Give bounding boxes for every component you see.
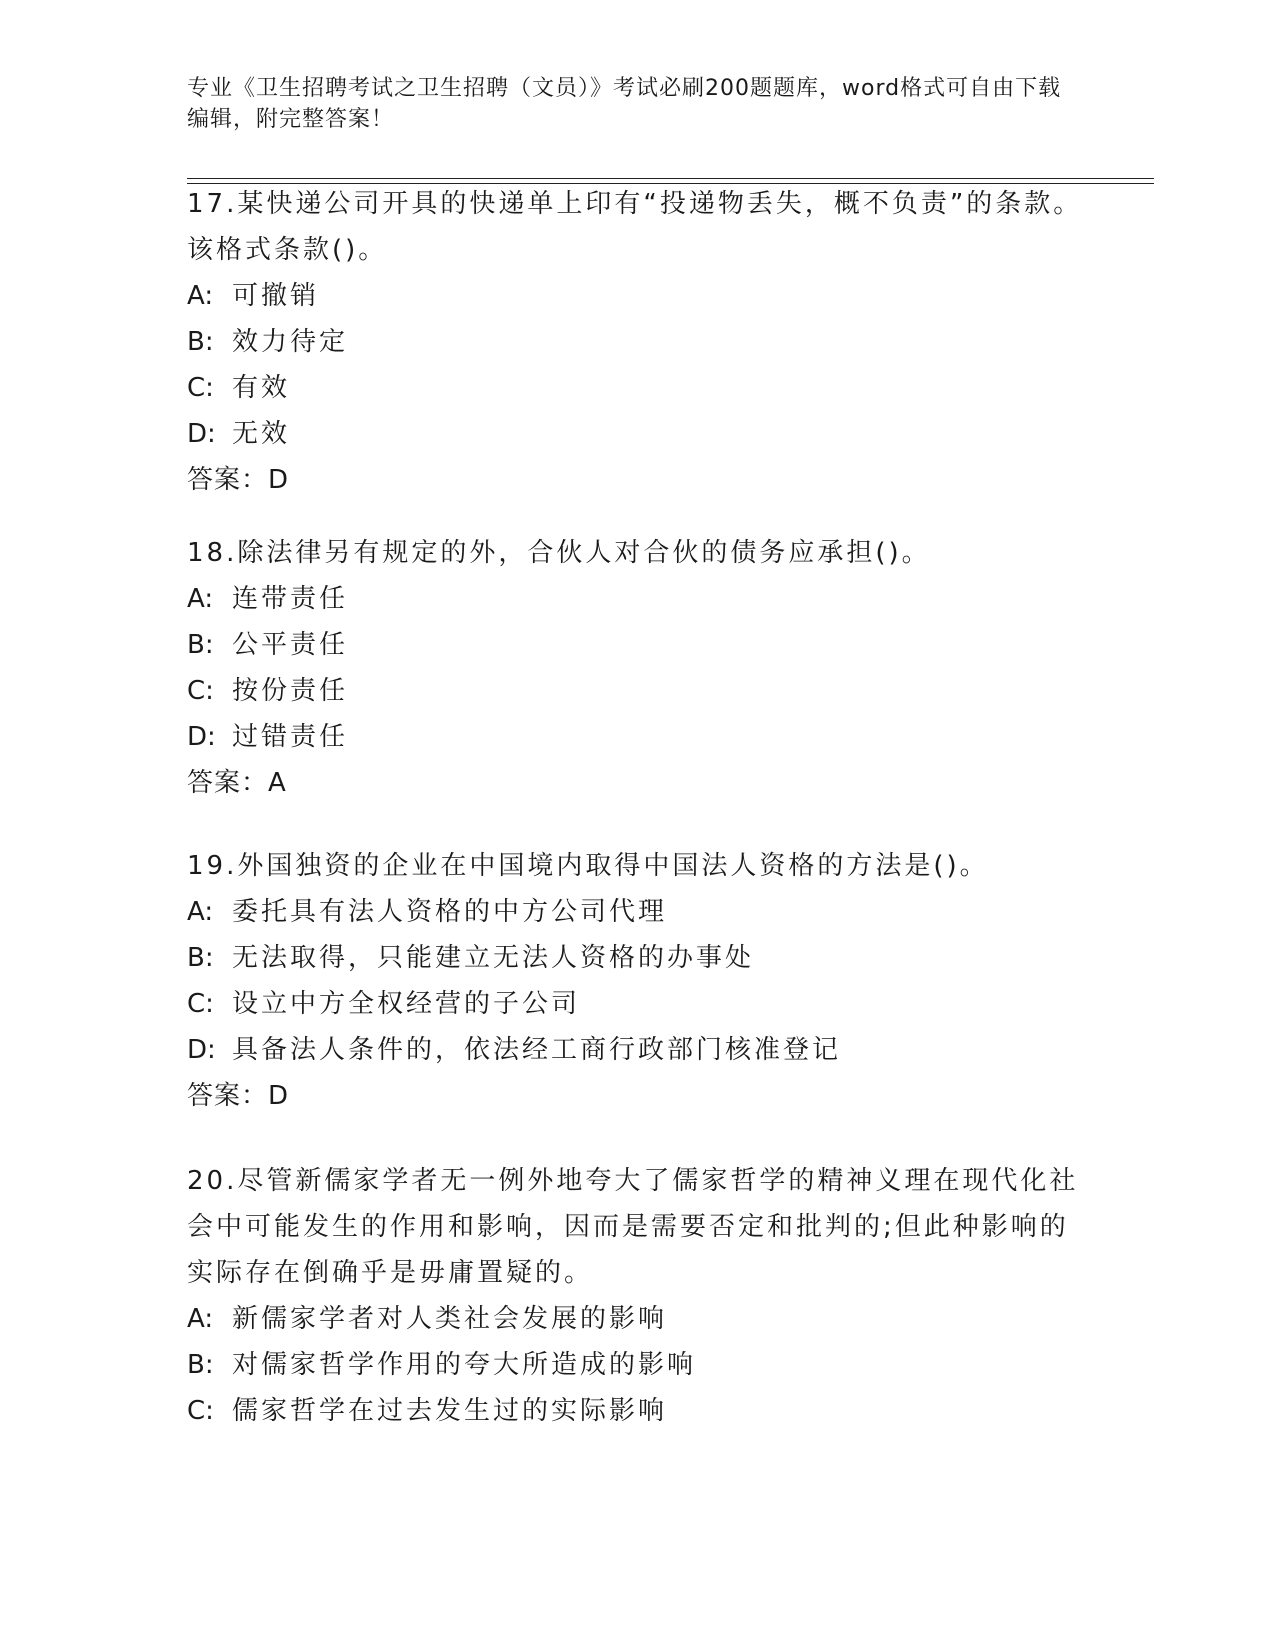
option-d xyxy=(187,1027,1087,1073)
option-letter: C: xyxy=(187,373,214,403)
option-letter: C: xyxy=(187,989,214,1019)
option-text: 有效 xyxy=(232,373,291,403)
question-17 xyxy=(187,181,1087,503)
answer-line: 答案：D xyxy=(187,465,290,495)
question-19 xyxy=(187,843,1087,1119)
option-text: 连带责任 xyxy=(232,584,349,614)
option-b xyxy=(187,319,1087,365)
option-a xyxy=(187,1296,1087,1342)
question-stem: 17.某快递公司开具的快递单上印有“投递物丢失，概不负责”的条款。该格式条款()。 xyxy=(187,189,1083,265)
option-letter: A: xyxy=(187,897,214,927)
option-text: 新儒家学者对人类社会发展的影响 xyxy=(232,1304,668,1334)
option-text: 公平责任 xyxy=(232,630,349,660)
question-stem: 18.除法律另有规定的外，合伙人对合伙的债务应承担()。 xyxy=(187,538,931,568)
option-d xyxy=(187,714,1087,760)
option-d xyxy=(187,411,1087,457)
option-letter: C: xyxy=(187,1396,214,1426)
option-a xyxy=(187,576,1087,622)
question-stem: 20.尽管新儒家学者无一例外地夸大了儒家哲学的精神义理在现代化社会中可能发生的作用和影响，因而是需要否定和批判的;但此种影响的实际存在倒确乎是毋庸置疑的。 xyxy=(187,1166,1079,1288)
option-letter: D: xyxy=(187,722,216,752)
option-text: 对儒家哲学作用的夸大所造成的影响 xyxy=(232,1350,697,1380)
document-header xyxy=(187,73,1067,135)
option-letter: B: xyxy=(187,630,214,660)
option-text: 效力待定 xyxy=(232,327,349,357)
answer-line: 答案：D xyxy=(187,1081,290,1111)
option-a xyxy=(187,889,1087,935)
option-letter: A: xyxy=(187,281,214,311)
option-text: 儒家哲学在过去发生过的实际影响 xyxy=(232,1396,668,1426)
option-text: 可撤销 xyxy=(232,281,320,311)
option-text: 委托具有法人资格的中方公司代理 xyxy=(232,897,668,927)
option-letter: C: xyxy=(187,676,214,706)
option-c xyxy=(187,981,1087,1027)
answer-line: 答案：A xyxy=(187,768,287,798)
option-text: 按份责任 xyxy=(232,676,349,706)
option-c xyxy=(187,668,1087,714)
option-text: 具备法人条件的，依法经工商行政部门核准登记 xyxy=(232,1035,842,1065)
option-letter: B: xyxy=(187,327,214,357)
option-letter: A: xyxy=(187,584,214,614)
header-intro-text: 专业《卫生招聘考试之卫生招聘（文员）》考试必刷200题题库，word格式可自由下载编辑，附完整答案！ xyxy=(187,76,1062,132)
option-b xyxy=(187,1342,1087,1388)
option-letter: D: xyxy=(187,1035,216,1065)
question-20 xyxy=(187,1158,1087,1434)
question-stem: 19.外国独资的企业在中国境内取得中国法人资格的方法是()。 xyxy=(187,851,989,881)
option-letter: B: xyxy=(187,943,214,973)
option-text: 无法取得，只能建立无法人资格的办事处 xyxy=(232,943,755,973)
question-18 xyxy=(187,530,1087,806)
option-c xyxy=(187,1388,1087,1434)
option-c xyxy=(187,365,1087,411)
option-text: 设立中方全权经营的子公司 xyxy=(232,989,581,1019)
option-letter: B: xyxy=(187,1350,214,1380)
option-letter: D: xyxy=(187,419,216,449)
option-b xyxy=(187,935,1087,981)
option-text: 无效 xyxy=(232,419,291,449)
option-b xyxy=(187,622,1087,668)
option-letter: A: xyxy=(187,1304,214,1334)
option-text: 过错责任 xyxy=(232,722,349,752)
option-a xyxy=(187,273,1087,319)
